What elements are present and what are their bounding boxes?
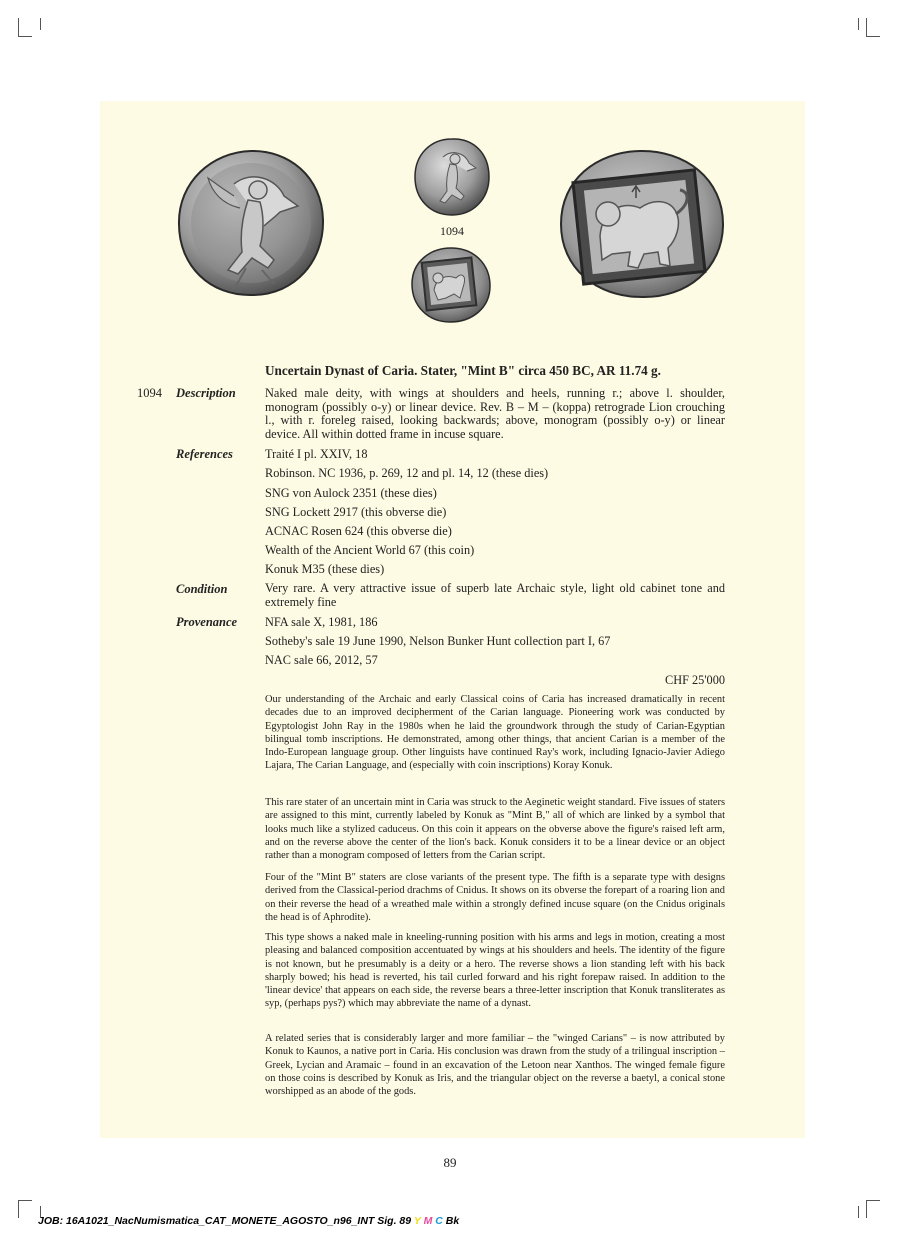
description-label: Description	[176, 386, 236, 400]
reference-item: ACNAC Rosen 624 (this obverse die)	[265, 524, 452, 538]
print-job-slug	[38, 1215, 459, 1227]
commentary-paragraph: Four of the "Mint B" staters are close variants of the present type. The fifth is a separate type with designs derived from the Classical-period drachms of Cnidus. It shows on its obverse the forepart of a roaring lion and on their reverse the head of a wreathed male within a strongly defined incuse square (on the Cnidus originals the head is of Aphrodite).	[265, 872, 725, 923]
lot-title: Uncertain Dynast of Caria. Stater, "Mint B" circa 450 BC, AR 11.74 g.	[265, 363, 661, 378]
references-label: References	[176, 447, 233, 461]
coin-reverse-large-image	[558, 148, 726, 300]
reference-item: SNG Lockett 2917 (this obverse die)	[265, 505, 447, 519]
color-bar-magenta: M	[423, 1215, 433, 1227]
reference-item: Wealth of the Ancient World 67 (this coin)	[265, 543, 475, 557]
condition-label: Condition	[176, 582, 228, 596]
job-text: JOB: 16A1021_NacNumismatica_CAT_MONETE_AGOSTO_n96_INT Sig. 89	[38, 1215, 412, 1227]
condition-text: Very rare. A very attractive issue of superb late Archaic style, light old cabinet tone and extremely fine	[265, 581, 725, 609]
price-estimate: CHF 25'000	[665, 673, 725, 687]
provenance-label: Provenance	[176, 615, 238, 629]
lot-number: 1094	[137, 386, 162, 400]
commentary-paragraph: This rare stater of an uncertain mint in Caria was struck to the Aeginetic weight standard. Five issues of staters are assigned to this mint, currently labeled by Konuk as "Mint B," all of which are linked by a symbol that looks much like a stylized caduceus. On this coin it appears on the obverse above the figure's raised left arm, and on the reverse above the center of the lion's back. Konuk considers it to be a linear device or an object rather than a monogram composed of letters from the Carian script.	[265, 797, 725, 862]
crop-mark-top-right	[858, 18, 882, 42]
commentary-paragraph: This type shows a naked male in kneeling-running position with his arms and legs in motion, creating a most pleasing and balanced composition accentuated by wings at his shoulders and heels. The identity of the figure is not known, but he presumably is a deity or a hero. The reverse shows a lion standing left with his back sharply bowed; his head is reverted, his tail curled forward and his right forepaw raised. In addition to the 'linear device' that appears on each side, the reverse bears a three-letter inscription that Konuk transliterates as syp, (perhaps pys?) which may abbreviate the name of a dynast.	[265, 932, 725, 1010]
image-caption-lot-number: 1094	[440, 224, 464, 238]
provenance-item: NFA sale X, 1981, 186	[265, 615, 378, 629]
reference-item: Robinson. NC 1936, p. 269, 12 and pl. 14, 12 (these dies)	[265, 466, 549, 480]
description-text: Naked male deity, with wings at shoulders and heels, running r.; above l. shoulder, monogram (possibly o-y) or linear device. Rev. B – M – (koppa) retrograde Lion crouching l., with r. foreleg raised, looking backwards; above, monogram (possibly o-y) or linear device. All within dotted frame in incuse square.	[265, 386, 725, 441]
commentary-paragraph: A related series that is considerably larger and more familiar – the "winged Carians" – is now attributed by Konuk to Kaunos, a native port in Caria. His conclusion was drawn from the study of a trilingual inscription – Greek, Lycian and Aramaic – found in an excavation of the Letoon near Xanthos. The winged female figure on those coins is described by Konuk as Iris, and the triangular object on the reverse a baetyl, a conical stone worshipped as an abode of the gods.	[265, 1033, 725, 1098]
coin-obverse-small-image	[413, 137, 491, 217]
crop-mark-bottom-right	[858, 1200, 882, 1224]
reference-item: Traité I pl. XXIV, 18	[265, 447, 368, 461]
reference-item: SNG von Aulock 2351 (these dies)	[265, 486, 437, 500]
provenance-item: NAC sale 66, 2012, 57	[265, 653, 378, 667]
color-bar-yellow: Y	[413, 1215, 421, 1227]
coin-reverse-small-image	[410, 246, 492, 324]
crop-mark-top-left	[18, 18, 42, 42]
color-bar-black: Bk	[445, 1215, 460, 1227]
page-number: 89	[443, 1155, 457, 1170]
reference-item: Konuk M35 (these dies)	[265, 562, 385, 576]
commentary-paragraph: Our understanding of the Archaic and early Classical coins of Caria has increased dramatically in recent decades due to an improved decipherment of the Carian language. Pioneering work was conducted by Egyptologist John Ray in the 1980s when he laid the groundwork through the study of Carian-Egyptian bilingual tomb inscriptions. He demonstrated, among other things, that ancient Carian is a member of the Indo-European language group. Other linguists have continued Ray's work, including Ignacio-Javier Adiego Lajara, The Carian Language, and (especially with coin inscriptions) Koray Konuk.	[265, 694, 725, 772]
provenance-item: Sotheby's sale 19 June 1990, Nelson Bunker Hunt collection part I, 67	[265, 634, 611, 648]
color-bar-cyan: C	[435, 1215, 443, 1227]
coin-obverse-large-image	[176, 148, 326, 298]
